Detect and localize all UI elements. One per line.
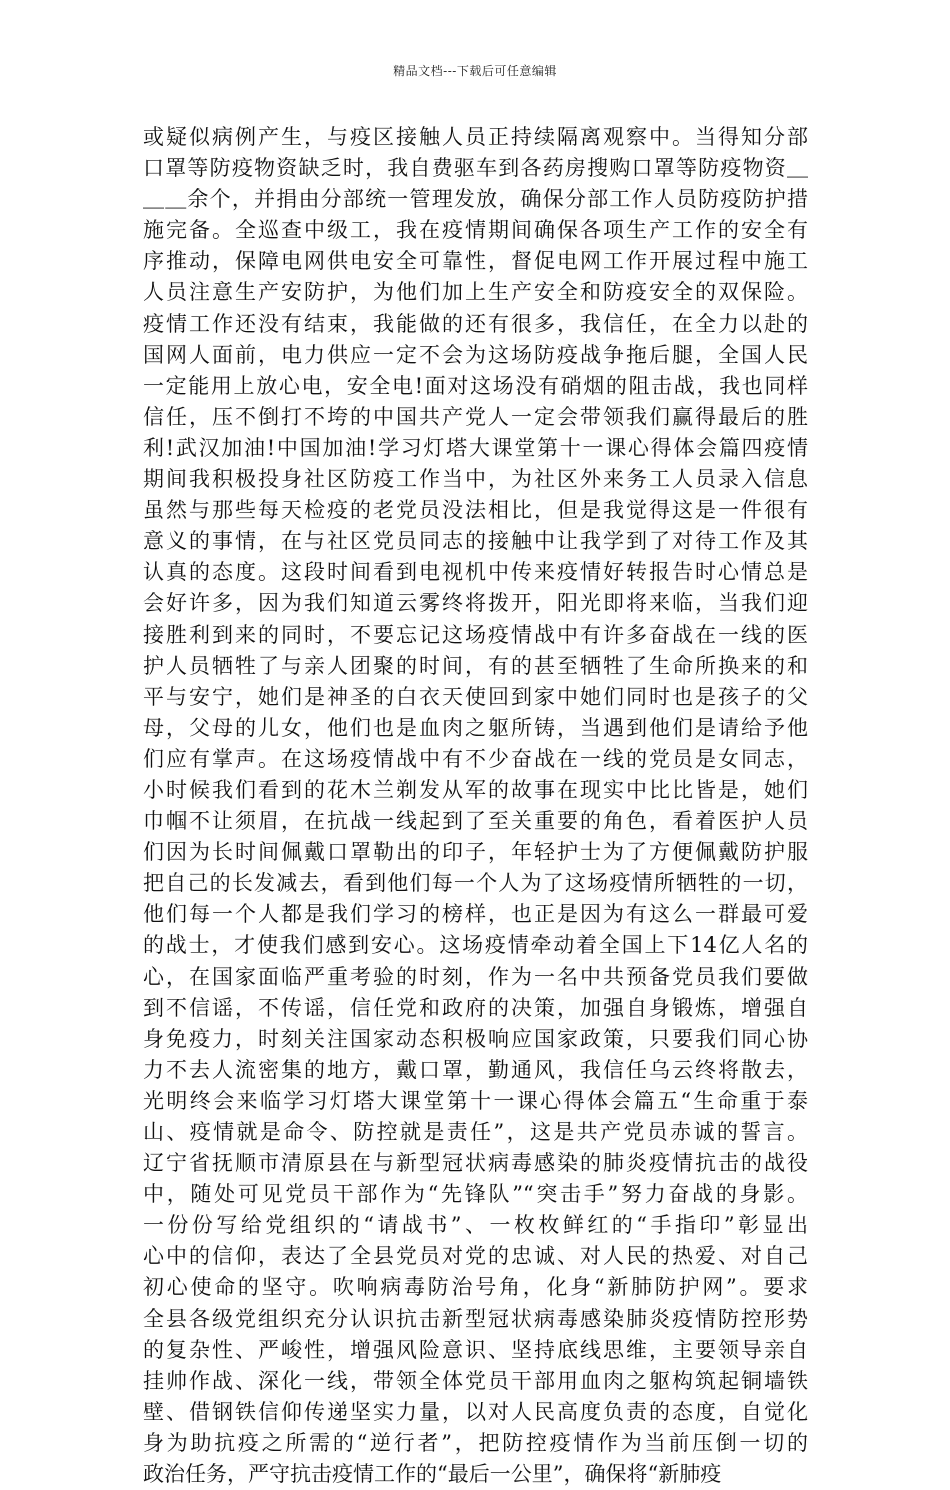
text-line: 意义的事情，在与社区党员同志的接触中让我学到了对待工作及其 (143, 529, 808, 554)
text-line: 把自己的长发减去，看到他们每一个人为了这场疫情所牺牲的一切， (143, 871, 808, 896)
text-line: 接胜利到来的同时，不要忘记这场疫情战中有许多奋战在一线的医 (143, 622, 808, 647)
text-line: 全县各级党组织充分认识抗击新型冠状病毒感染肺炎疫情防控形势 (143, 1306, 808, 1331)
text-line: 政治任务，严守抗击疫情工作的“最后一公里”，确保将“新肺疫 (143, 1462, 722, 1487)
text-line: 中，随处可见党员干部作为“先锋队”“突击手”努力奋战的身影。 (143, 1182, 808, 1207)
text-line: 信任，压不倒打不垮的中国共产党人一定会带领我们赢得最后的胜 (143, 404, 808, 429)
text-line: 身为助抗疫之所需的“逆行者”，把防控疫情作为当前压倒一切的 (143, 1430, 808, 1455)
text-line: 到不信谣，不传谣，信任党和政府的决策，加强自身锻炼，增强自 (143, 995, 808, 1020)
text-line: 挂帅作战、深化一线，带领全体党员干部用血肉之躯构筑起铜墙铁 (143, 1368, 808, 1393)
text-line: 利!武汉加油!中国加油!学习灯塔大课堂第十一课心得体会篇四疫情 (143, 435, 808, 460)
text-line: 小时候我们看到的花木兰剃发从军的故事在现实中比比皆是，她们 (143, 777, 808, 802)
text-line: 一份份写给党组织的“请战书”、一枚枚鲜红的“手指印”彰显出 (143, 1213, 808, 1238)
text-line: 初心使命的坚守。吹响病毒防治号角，化身“新肺防护网”。要求 (143, 1275, 808, 1300)
text-line: 虽然与那些每天检疫的老党员没法相比，但是我觉得这是一件很有 (143, 498, 808, 523)
text-line: 口罩等防疫物资缺乏时，我自费驱车到各药房搜购口罩等防疫物资＿ (143, 156, 808, 181)
text-line: 心中的信仰，表达了全县党员对党的忠诚、对人民的热爱、对自己 (143, 1244, 808, 1269)
text-line: 一定能用上放心电，安全电!面对这场没有硝烟的阻击战，我也同样 (143, 373, 808, 398)
text-line: 施完备。全巡查中级工，我在疫情期间确保各项生产工作的安全有 (143, 218, 808, 243)
text-line: 心，在国家面临严重考验的时刻，作为一名中共预备党员我们要做 (143, 964, 808, 989)
page-header: 精品文档---下载后可任意编辑 (393, 64, 557, 78)
text-line: 身免疫力，时刻关注国家动态积极响应国家政策，只要我们同心协 (143, 1026, 808, 1051)
text-line: 疫情工作还没有结束，我能做的还有很多，我信任，在全力以赴的 (143, 311, 808, 336)
text-line: 他们每一个人都是我们学习的榜样，也正是因为有这么一群最可爱 (143, 902, 808, 927)
text-line: 期间我积极投身社区防疫工作当中，为社区外来务工人员录入信息 (143, 467, 808, 492)
text-line: 人员注意生产安防护，为他们加上生产安全和防疫安全的双保险。 (143, 280, 808, 305)
text-line: 的复杂性、严峻性，增强风险意识、坚持底线思维，主要领导亲自 (143, 1337, 808, 1362)
body-text (143, 122, 808, 1490)
text-line: 们因为长时间佩戴口罩勒出的印子，年轻护士为了方便佩戴防护服 (143, 840, 808, 865)
text-line: 序推动，保障电网供电安全可靠性，督促电网工作开展过程中施工 (143, 249, 808, 274)
text-line: 或疑似病例产生，与疫区接触人员正持续隔离观察中。当得知分部 (143, 125, 808, 149)
text-line: 们应有掌声。在这场疫情战中有不少奋战在一线的党员是女同志， (143, 746, 808, 771)
text-line: 护人员牺牲了与亲人团聚的时间，有的甚至牺牲了生命所换来的和 (143, 653, 808, 678)
text-line: 巾帼不让须眉，在抗战一线起到了至关重要的角色，看着医护人员 (143, 809, 808, 834)
text-line: 认真的态度。这段时间看到电视机中传来疫情好转报告时心情总是 (143, 560, 808, 585)
text-line: 辽宁省抚顺市清原县在与新型冠状病毒感染的肺炎疫情抗击的战役 (143, 1151, 808, 1176)
text-line: 力不去人流密集的地方，戴口罩，勤通风，我信任乌云终将散去， (143, 1057, 808, 1082)
text-line: 母，父母的儿女，他们也是血肉之躯所铸，当遇到他们是请给予他 (143, 715, 808, 740)
text-line: 壁、借钢铁信仰传递坚实力量，以对人民高度负责的态度，自觉化 (143, 1399, 808, 1424)
text-line: 会好许多，因为我们知道云雾终将拨开，阳光即将来临，当我们迎 (143, 591, 808, 616)
text-line: 的战士，才使我们感到安心。这场疫情牵动着全国上下14亿人名的 (143, 933, 808, 958)
text-line: 国网人面前，电力供应一定不会为这场防疫战争拖后腿，全国人民 (143, 342, 808, 367)
text-line: ＿＿余个，并捐由分部统一管理发放，确保分部工作人员防疫防护措 (143, 187, 808, 212)
text-line: 山、疫情就是命令、防控就是责任”，这是共产党员赤诚的誓言。 (143, 1120, 808, 1144)
text-line: 光明终会来临学习灯塔大课堂第十一课心得体会篇五“生命重于泰 (143, 1088, 808, 1113)
text-line: 平与安宁，她们是神圣的白衣天使回到家中她们同时也是孩子的父 (143, 684, 808, 709)
